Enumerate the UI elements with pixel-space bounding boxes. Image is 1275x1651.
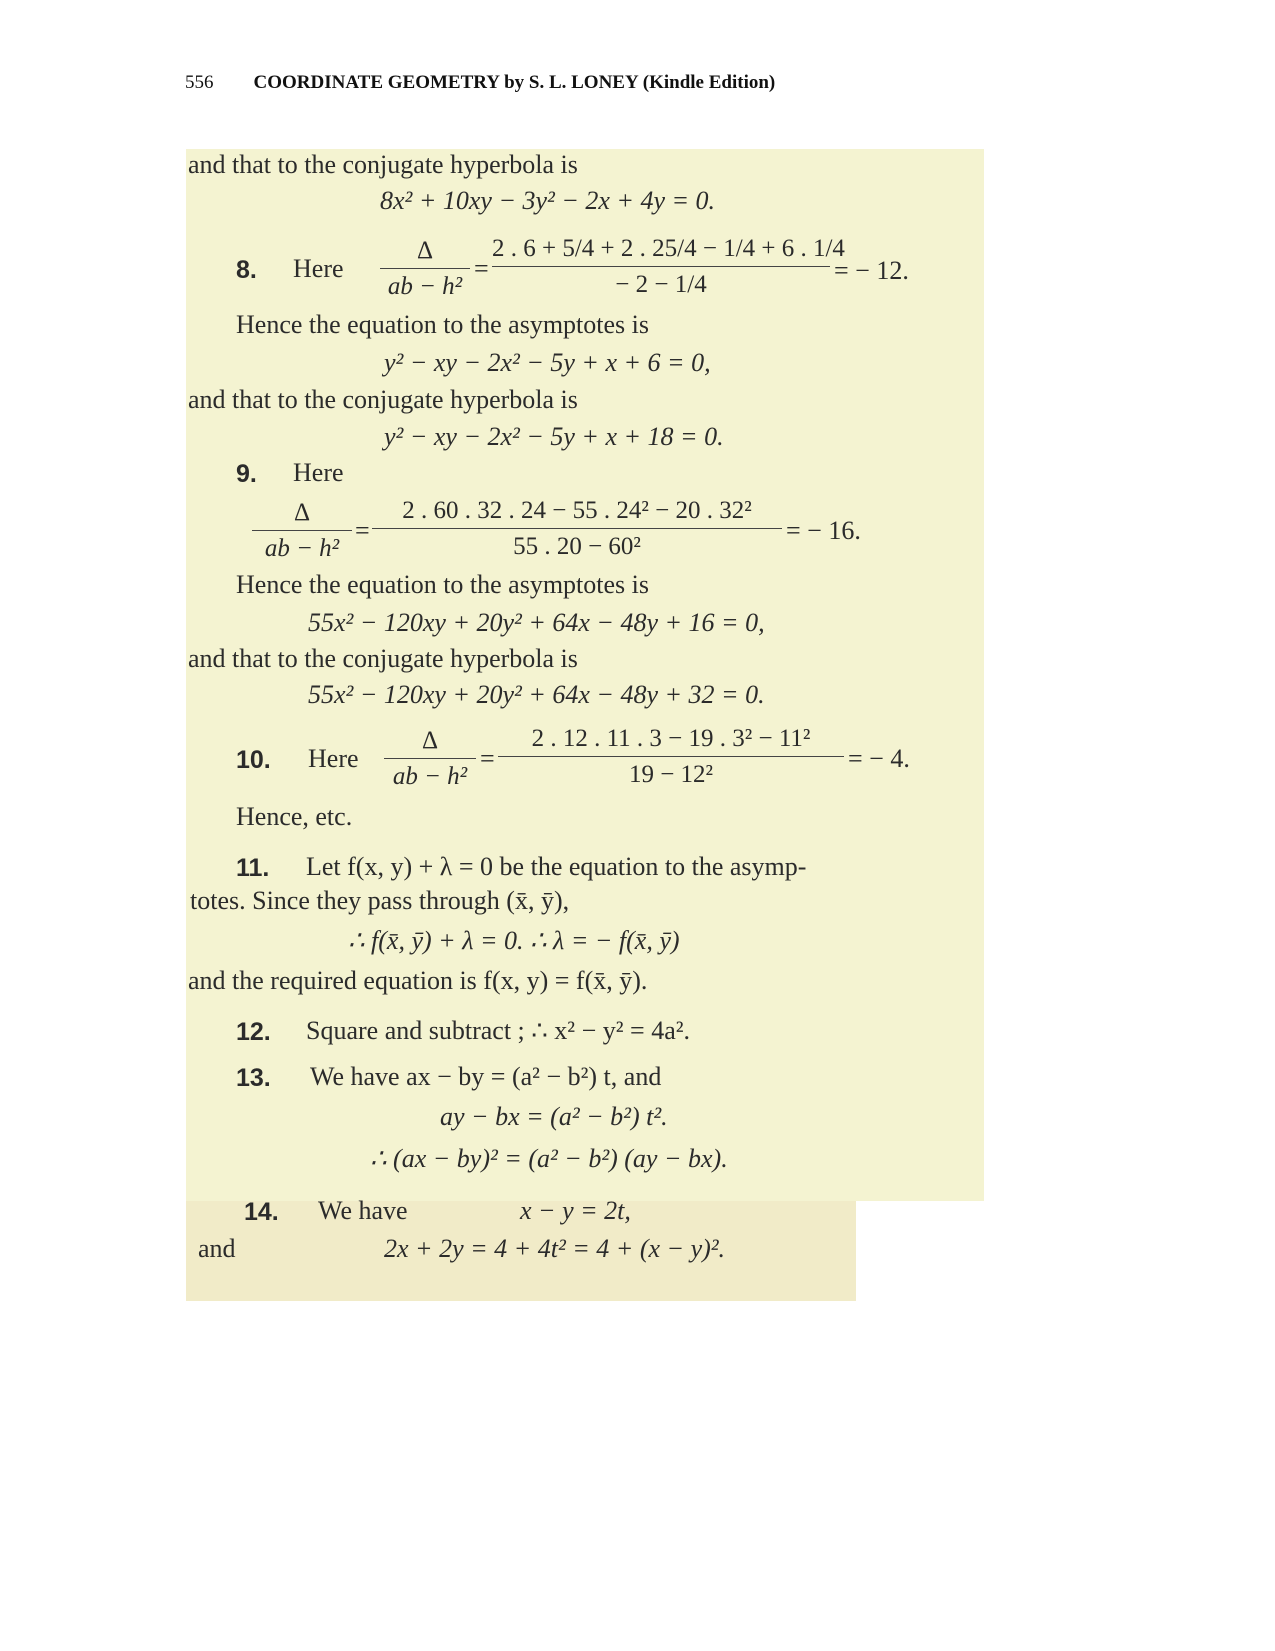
equation: 8x² + 10xy − 3y² − 2x + 4y = 0.: [380, 186, 716, 215]
numerator: 2 . 60 . 32 . 24 − 55 . 24² − 20 . 32²: [402, 497, 752, 524]
denominator: − 2 − 1/4: [615, 271, 707, 298]
page-header: [185, 72, 775, 94]
problem-number-8: 8.: [236, 256, 257, 284]
fraction-rhs-8: [492, 235, 845, 298]
text-line: Square and subtract ; ∴ x² − y² = 4a².: [306, 1016, 691, 1045]
text-line: Let f(x, y) + λ = 0 be the equation to the asymp-: [306, 852, 807, 881]
equation: ∴ (ax − by)² = (a² − b²) (ay − bx).: [370, 1144, 728, 1173]
denominator: 55 . 20 − 60²: [513, 533, 641, 560]
result: = − 12.: [834, 256, 909, 285]
text-here: Here: [293, 458, 344, 487]
text-line: Hence the equation to the asymptotes is: [236, 570, 650, 599]
result: = − 16.: [786, 516, 861, 545]
numerator: 2 . 6 + 5/4 + 2 . 25/4 − 1/4 + 6 . 1/4: [492, 235, 845, 262]
numerator: 2 . 12 . 11 . 3 − 19 . 3² − 11²: [531, 725, 811, 752]
denominator: ab − h²: [387, 273, 463, 300]
denominator: 19 − 12²: [628, 761, 714, 788]
text-line: and that to the conjugate hyperbola is: [188, 150, 578, 179]
equation: y² − xy − 2x² − 5y + x + 18 = 0.: [384, 422, 724, 451]
fraction-lhs-10: [384, 728, 476, 789]
numerator: Δ: [293, 499, 311, 526]
text-line: Hence the equation to the asymptotes is: [236, 310, 650, 339]
equation: 2x + 2y = 4 + 4t² = 4 + (x − y)².: [384, 1234, 726, 1263]
text-and: and: [198, 1234, 236, 1263]
problem-number-13: 13.: [236, 1064, 271, 1092]
fraction-rhs-9: [372, 498, 782, 559]
text-line: and that to the conjugate hyperbola is: [188, 385, 578, 414]
problem-number-10: 10.: [236, 746, 271, 774]
equation: y² − xy − 2x² − 5y + x + 6 = 0,: [384, 348, 711, 377]
denominator: ab − h²: [392, 763, 468, 790]
page-number: 556: [185, 72, 214, 93]
text-line: Hence, etc.: [236, 802, 353, 831]
text-line: We have: [318, 1196, 408, 1225]
text-here: Here: [293, 254, 344, 283]
equation: 55x² − 120xy + 20y² + 64x − 48y + 16 = 0,: [308, 608, 765, 637]
problem-number-9: 9.: [236, 460, 257, 488]
equals-sign: =: [355, 516, 370, 545]
problem-number-12: 12.: [236, 1018, 271, 1046]
denominator: ab − h²: [264, 535, 340, 562]
equation: ∴ f(x̄, ȳ) + λ = 0. ∴ λ = − f(x̄, ȳ): [348, 926, 680, 955]
text-line: totes. Since they pass through (x̄, ȳ),: [190, 886, 570, 915]
fraction-rhs-10: [498, 726, 844, 787]
fraction-lhs-9: [252, 500, 352, 561]
equation: x − y = 2t,: [520, 1196, 631, 1225]
equation: ay − bx = (a² − b²) t².: [440, 1102, 668, 1131]
book-title: COORDINATE GEOMETRY by S. L. LONEY (Kindle Edition): [253, 72, 776, 93]
equation: 55x² − 120xy + 20y² + 64x − 48y + 32 = 0.: [308, 680, 765, 709]
numerator: Δ: [416, 237, 434, 264]
text-line: and the required equation is f(x, y) = f(x̄, ȳ).: [188, 966, 648, 995]
result: = − 4.: [848, 744, 910, 773]
problem-number-14: 14.: [244, 1198, 279, 1226]
equals-sign: =: [480, 744, 495, 773]
equals-sign: =: [474, 254, 489, 283]
fraction-lhs-8: [380, 238, 470, 299]
text-here: Here: [308, 744, 359, 773]
numerator: Δ: [421, 727, 439, 754]
text-line: and that to the conjugate hyperbola is: [188, 644, 578, 673]
problem-number-11: 11.: [236, 854, 270, 882]
text-line: We have ax − by = (a² − b²) t, and: [310, 1062, 662, 1091]
